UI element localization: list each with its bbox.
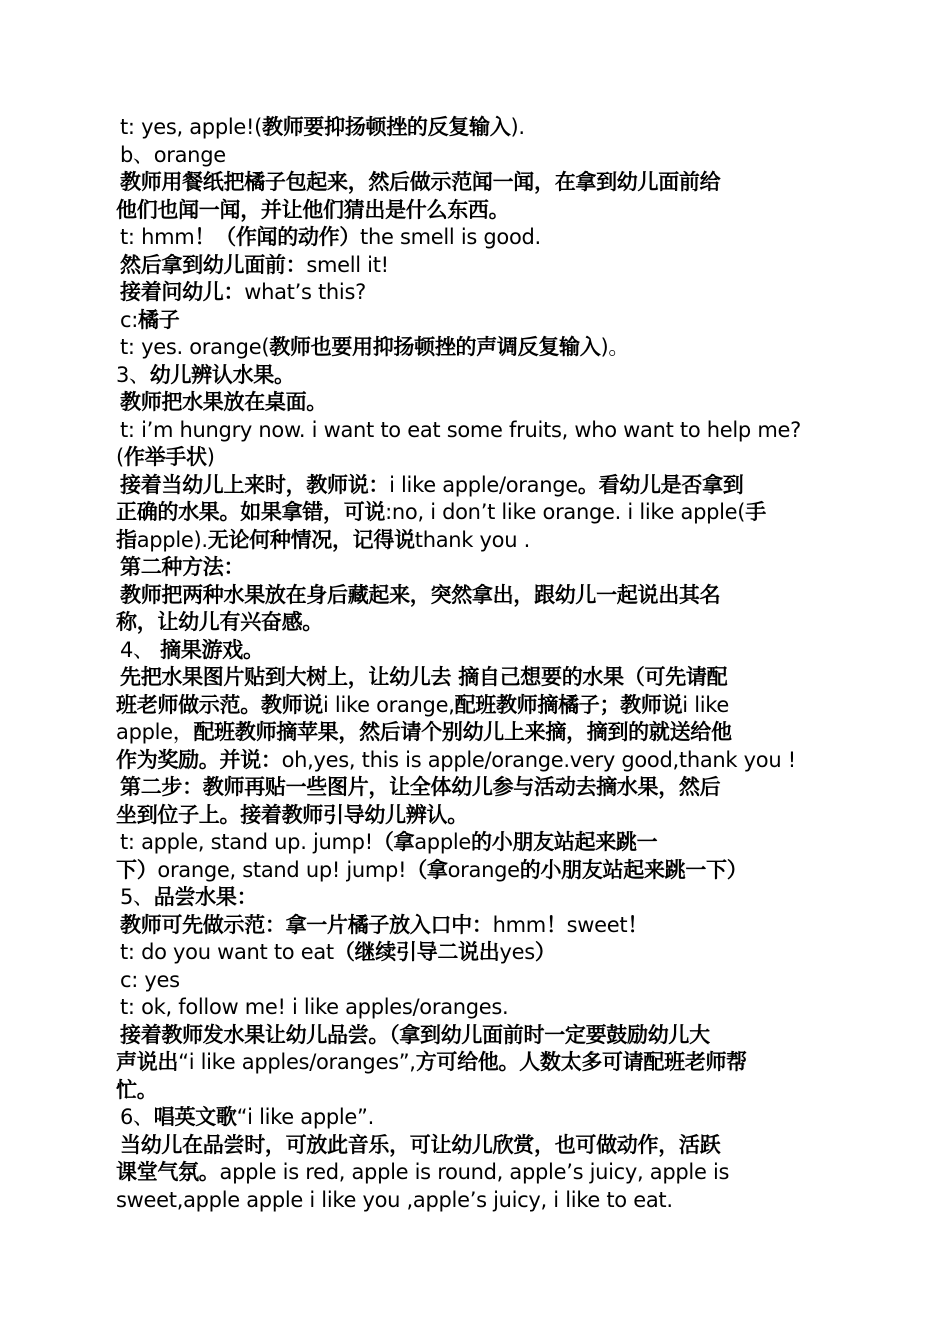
text-segment: 5、 bbox=[120, 885, 154, 909]
text-line bbox=[116, 362, 838, 390]
text-line bbox=[116, 169, 838, 197]
text-segment: t: ok, follow me! i like apples/oranges. bbox=[120, 995, 509, 1019]
text-segment: i like apple/orange bbox=[389, 472, 578, 497]
bold-text-segment: 称，让幼儿有兴奋感。 bbox=[116, 610, 323, 634]
text-line bbox=[116, 1104, 838, 1132]
text-segment: apple). bbox=[136, 527, 208, 552]
text-line bbox=[116, 1187, 838, 1215]
bold-text-segment: ！ bbox=[545, 912, 567, 937]
text-line bbox=[116, 747, 838, 775]
bold-text-segment: （拿 bbox=[372, 830, 415, 854]
text-segment: apple， bbox=[116, 720, 194, 744]
text-line bbox=[116, 637, 838, 665]
bold-text-segment: 作举手状 bbox=[123, 445, 207, 469]
bold-text-segment: 摘果游戏。 bbox=[160, 637, 264, 662]
text-segment: “i like apple”. bbox=[236, 1105, 374, 1129]
bold-text-segment: （拿 bbox=[406, 857, 448, 882]
bold-text-segment: ！（作闻的动作） bbox=[194, 225, 361, 249]
text-line bbox=[116, 609, 838, 637]
bold-text-segment: 无论何种情况，记得说 bbox=[207, 527, 415, 552]
text-segment: hmm bbox=[492, 912, 546, 937]
text-line bbox=[116, 912, 838, 940]
bold-text-segment: 的小朋友站起来跳一 bbox=[471, 830, 658, 854]
bold-text-segment: 接着当幼儿上来时，教师说： bbox=[120, 472, 390, 497]
text-segment: sweet,apple apple i like you ,apple’s juicy, i like to eat. bbox=[116, 1187, 673, 1212]
text-line bbox=[116, 967, 838, 995]
text-segment: thank you . bbox=[414, 527, 530, 552]
text-line bbox=[116, 252, 838, 280]
text-segment: smell it! bbox=[306, 252, 389, 277]
text-segment: )。 bbox=[600, 335, 630, 359]
text-line bbox=[116, 142, 838, 170]
document-page bbox=[116, 114, 838, 1214]
text-segment: yes bbox=[499, 940, 535, 964]
text-line bbox=[116, 939, 838, 967]
bold-text-segment: 品尝水果： bbox=[153, 885, 258, 909]
bold-text-segment: 然后拿到幼儿面前： bbox=[120, 252, 307, 277]
text-segment: i like orange, bbox=[323, 692, 455, 717]
text-segment: c: bbox=[120, 307, 139, 332]
text-segment: t: i’m hungry now. i want to eat some fruits, who want to help me? bbox=[120, 417, 801, 442]
text-line bbox=[116, 884, 838, 912]
bold-text-segment: ） bbox=[534, 940, 556, 964]
bold-text-segment: 当幼儿在品尝时，可放此音乐，可让幼儿欣赏，也可做动作，活跃 bbox=[120, 1132, 721, 1157]
text-line bbox=[116, 1159, 838, 1187]
text-segment: t: do you want to eat bbox=[120, 940, 334, 964]
bold-text-segment: 唱英文歌 bbox=[153, 1105, 237, 1129]
text-segment: 6、 bbox=[120, 1105, 154, 1129]
bold-text-segment: 下） bbox=[116, 857, 158, 882]
bold-text-segment: 手 bbox=[745, 500, 766, 524]
text-segment: b、orange bbox=[120, 142, 226, 167]
bold-text-segment: 他们也闻一闻，并让他们猜出是什么东西。 bbox=[116, 197, 510, 222]
bold-text-segment: 橘子 bbox=[138, 307, 180, 332]
bold-text-segment: 接着教师发水果让幼儿品尝。（拿到幼儿面前时一定要鼓励幼儿大 bbox=[120, 1022, 710, 1047]
text-segment: i like bbox=[682, 692, 729, 717]
text-line bbox=[116, 114, 838, 142]
text-line bbox=[116, 472, 838, 500]
text-line bbox=[116, 1022, 838, 1050]
text-line bbox=[116, 527, 838, 555]
text-line bbox=[116, 307, 838, 335]
text-line bbox=[116, 774, 838, 802]
text-segment: 4、 bbox=[120, 637, 161, 662]
bold-text-segment: 方可给他。人数太多可请配班老师帮 bbox=[415, 1050, 747, 1074]
bold-text-segment: 的小朋友站起来跳一下） bbox=[519, 857, 748, 882]
bold-text-segment: 坐到位子上。接着教师引导幼儿辨认。 bbox=[116, 802, 468, 827]
text-segment: what’s this? bbox=[244, 280, 366, 304]
text-line bbox=[116, 802, 838, 830]
text-segment: “i like apples/oranges”, bbox=[178, 1050, 416, 1074]
text-segment: t: yes. orange( bbox=[120, 335, 270, 359]
bold-text-segment: 接着问幼儿： bbox=[120, 280, 245, 304]
bold-text-segment: 教师也要用抑扬顿挫的声调反复输入 bbox=[269, 335, 601, 359]
bold-text-segment: 教师要抑扬顿挫的反复输入 bbox=[262, 115, 511, 139]
bold-text-segment: 。看幼儿是否拿到 bbox=[577, 472, 744, 497]
bold-text-segment: 声说出 bbox=[116, 1050, 179, 1074]
text-segment: apple is red, apple is round, apple’s juicy, apple is bbox=[219, 1160, 730, 1184]
text-segment: 3、 bbox=[116, 362, 150, 387]
bold-text-segment: 教师用餐纸把橘子包起来，然后做示范闻一闻，在拿到幼儿面前给 bbox=[120, 170, 721, 194]
text-line bbox=[116, 994, 838, 1022]
text-segment: ). bbox=[510, 115, 525, 139]
text-segment: the smell is good. bbox=[360, 225, 541, 249]
text-segment: sweet bbox=[566, 912, 628, 937]
bold-text-segment: 作为奖励。并说： bbox=[116, 747, 282, 772]
text-line bbox=[116, 554, 838, 582]
bold-text-segment: 教师可先做示范：拿一片橘子放入口中： bbox=[120, 912, 493, 937]
text-segment: c: yes bbox=[120, 967, 180, 992]
text-line bbox=[116, 664, 838, 692]
text-line bbox=[116, 1077, 838, 1105]
text-segment: ) bbox=[206, 445, 215, 469]
text-segment: t: hmm bbox=[120, 225, 195, 249]
bold-text-segment: 指 bbox=[116, 527, 137, 552]
bold-text-segment: 教师把两种水果放在身后藏起来，突然拿出，跟幼儿一起说出其名 bbox=[120, 582, 721, 607]
text-line bbox=[116, 224, 838, 252]
bold-text-segment: （继续引导二说出 bbox=[333, 940, 500, 964]
text-segment: :no, i don’t like orange. i like apple( bbox=[385, 500, 746, 524]
text-line bbox=[116, 389, 838, 417]
text-segment: orange, stand up! jump! bbox=[157, 857, 407, 882]
text-segment: apple bbox=[414, 830, 472, 854]
bold-text-segment: 配班教师摘橘子；教师说 bbox=[454, 692, 683, 717]
text-segment: orange bbox=[447, 857, 520, 882]
bold-text-segment: 先把水果图片贴到大树上，让幼儿去 摘自己想要的水果（可先请配 bbox=[120, 665, 728, 689]
text-line bbox=[116, 1049, 838, 1077]
text-line bbox=[116, 582, 838, 610]
text-segment: t: apple, stand up. jump! bbox=[120, 830, 373, 854]
bold-text-segment: 班老师做示范。教师说 bbox=[116, 692, 323, 717]
text-segment: ( bbox=[116, 445, 124, 469]
text-line bbox=[116, 692, 838, 720]
bold-text-segment: 第二步：教师再贴一些图片，让全体幼儿参与活动去摘水果，然后 bbox=[120, 775, 721, 799]
text-line bbox=[116, 857, 838, 885]
text-line bbox=[116, 719, 838, 747]
text-line bbox=[116, 197, 838, 225]
text-line bbox=[116, 334, 838, 362]
bold-text-segment: 忙。 bbox=[116, 1077, 158, 1102]
bold-text-segment: ！ bbox=[627, 912, 649, 937]
bold-text-segment: 课堂气氛。 bbox=[116, 1160, 220, 1184]
bold-text-segment: 配班教师摘苹果，然后请个别幼儿上来摘，摘到的就送给他 bbox=[193, 720, 732, 744]
text-line bbox=[116, 829, 838, 857]
bold-text-segment: 教师把水果放在桌面。 bbox=[120, 390, 327, 414]
bold-text-segment: 幼儿辨认水果。 bbox=[149, 362, 295, 387]
text-line bbox=[116, 417, 838, 445]
text-line bbox=[116, 1132, 838, 1160]
text-segment: oh,yes, this is apple/orange.very good,thank you ! bbox=[281, 747, 796, 772]
text-segment: t: yes, apple!( bbox=[120, 115, 263, 139]
text-line bbox=[116, 499, 838, 527]
bold-text-segment: 第二种方法： bbox=[120, 555, 245, 579]
bold-text-segment: 正确的水果。如果拿错，可说 bbox=[116, 500, 386, 524]
text-line bbox=[116, 279, 838, 307]
text-line bbox=[116, 444, 838, 472]
